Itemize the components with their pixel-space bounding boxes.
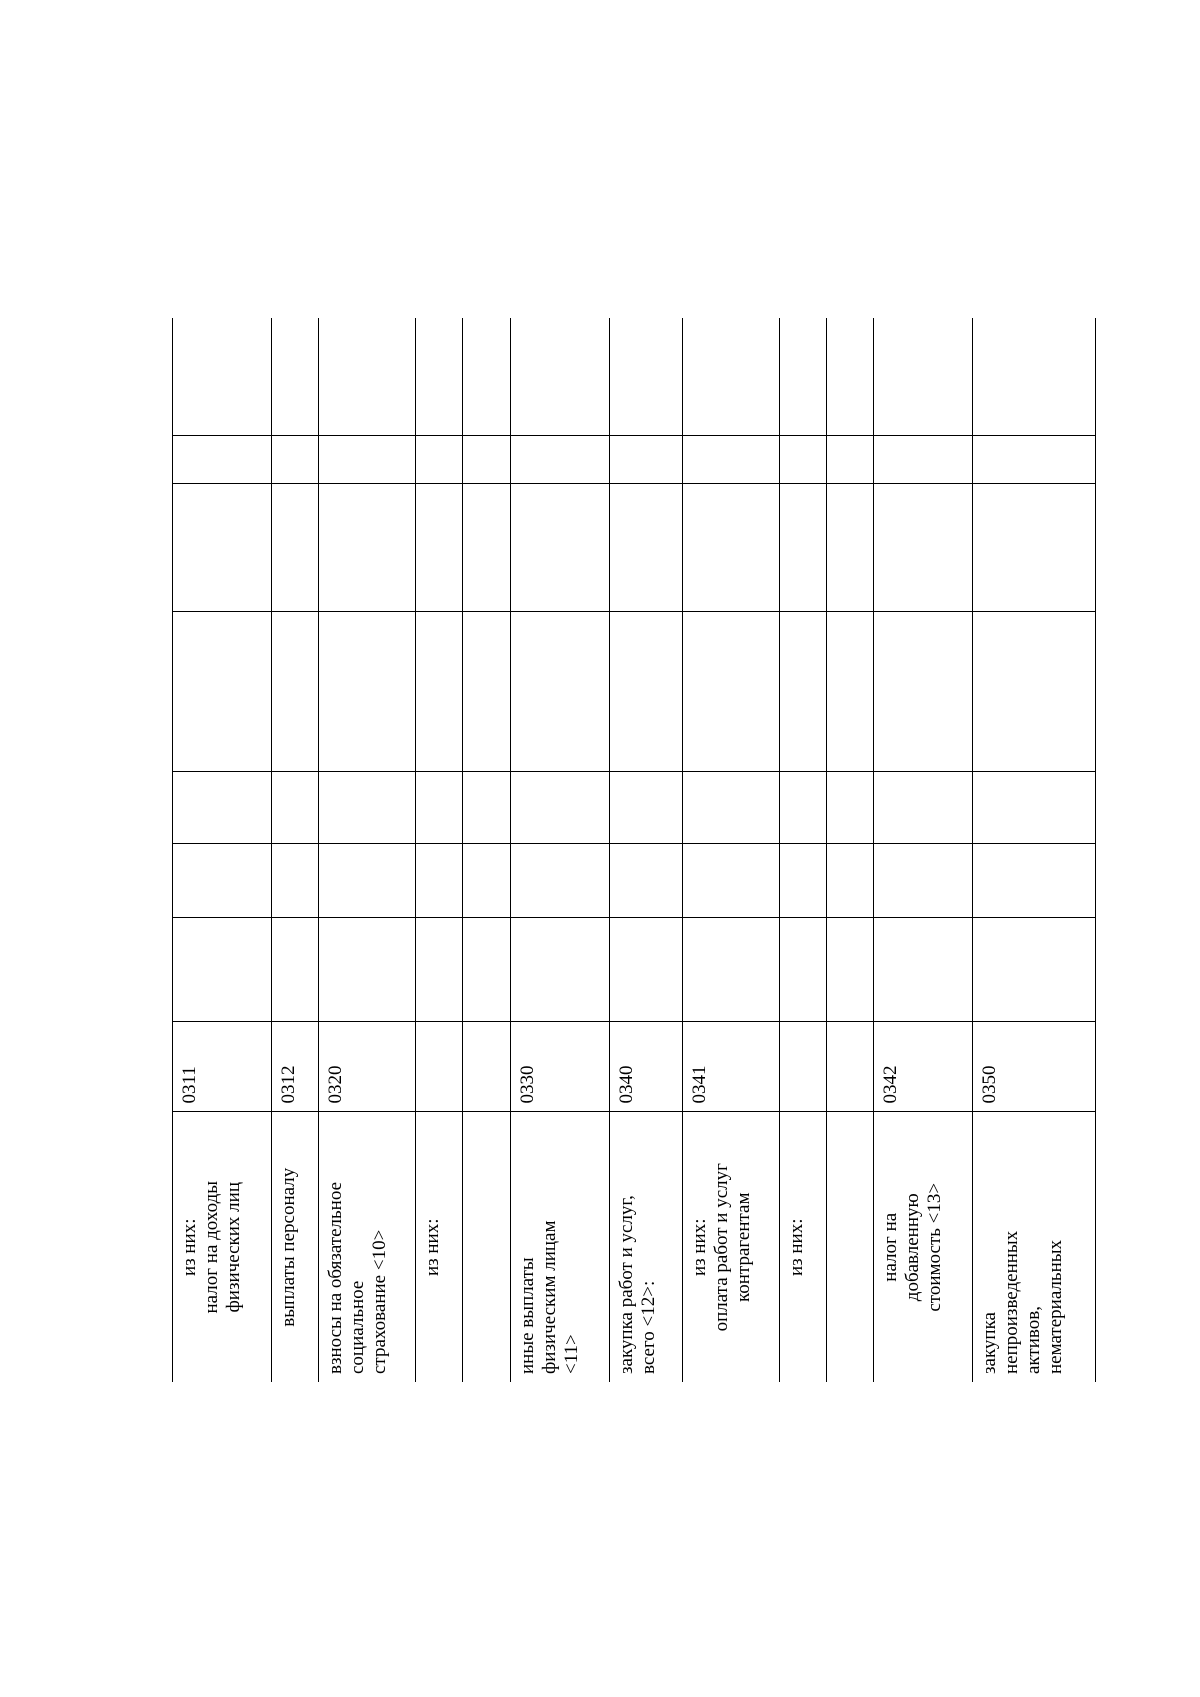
row-name-line: нематериальных — [1045, 1239, 1067, 1374]
value-cell — [271, 612, 318, 772]
value-cell — [682, 318, 779, 436]
value-cell — [779, 436, 826, 484]
row-name-line: добавленную — [902, 1193, 924, 1302]
value-cell — [609, 436, 682, 484]
value-cell — [874, 436, 973, 484]
value-cell — [874, 612, 973, 772]
value-cell — [682, 612, 779, 772]
value-cell — [827, 484, 874, 612]
value-cell — [319, 484, 416, 612]
value-cell — [416, 844, 463, 918]
row-code-cell: 0340 — [609, 1022, 682, 1112]
value-cell — [319, 844, 416, 918]
value-cell — [463, 436, 510, 484]
row-name-line: социальное — [347, 1280, 369, 1374]
table-row — [271, 318, 318, 1382]
value-cell — [271, 484, 318, 612]
value-cell — [973, 918, 1096, 1022]
value-cell — [416, 612, 463, 772]
value-cell — [463, 484, 510, 612]
row-name-line: закупка работ и услуг, — [615, 1195, 637, 1374]
value-cell — [779, 844, 826, 918]
row-name-cell — [779, 1112, 826, 1382]
value-cell — [463, 612, 510, 772]
rotated-form-page — [172, 318, 1096, 1382]
value-cell — [779, 318, 826, 436]
value-cell — [416, 484, 463, 612]
value-cell — [463, 844, 510, 918]
row-name-line: контрагентам — [732, 1192, 754, 1303]
value-cell — [609, 484, 682, 612]
row-code-cell: 0341 — [682, 1022, 779, 1112]
value-cell — [319, 318, 416, 436]
value-cell — [682, 436, 779, 484]
row-name-line: страхование <10> — [369, 1229, 391, 1374]
value-cell — [609, 918, 682, 1022]
value-cell — [271, 318, 318, 436]
value-cell — [271, 436, 318, 484]
row-code-cell: 0330 — [510, 1022, 609, 1112]
value-cell — [173, 844, 272, 918]
value-cell — [682, 484, 779, 612]
value-cell — [510, 484, 609, 612]
row-code-cell: 0350 — [973, 1022, 1096, 1112]
value-cell — [271, 772, 318, 844]
value-cell — [510, 436, 609, 484]
row-name-line: из них: — [179, 1218, 200, 1277]
value-cell — [682, 844, 779, 918]
value-cell — [173, 436, 272, 484]
value-cell — [271, 844, 318, 918]
value-cell — [827, 844, 874, 918]
table-row — [173, 318, 272, 1382]
value-cell — [319, 772, 416, 844]
row-name-line: активов, — [1023, 1306, 1045, 1374]
row-name-cell — [463, 1112, 510, 1382]
value-cell — [416, 772, 463, 844]
row-name-line: физическим лицам — [538, 1220, 560, 1374]
value-cell — [173, 612, 272, 772]
value-cell — [510, 918, 609, 1022]
row-name-cell — [973, 1112, 1096, 1382]
value-cell — [827, 918, 874, 1022]
row-code-cell — [827, 1022, 874, 1112]
value-cell — [463, 918, 510, 1022]
value-cell — [827, 436, 874, 484]
value-cell — [874, 844, 973, 918]
value-cell — [874, 918, 973, 1022]
row-name-cell — [319, 1112, 416, 1382]
value-cell — [874, 318, 973, 436]
row-name-line: выплаты персоналу — [277, 1167, 299, 1327]
value-cell — [463, 772, 510, 844]
table-row — [510, 318, 609, 1382]
value-cell — [682, 918, 779, 1022]
value-cell — [827, 612, 874, 772]
row-name-cell — [416, 1112, 463, 1382]
value-cell — [973, 772, 1096, 844]
value-cell — [779, 918, 826, 1022]
row-code-cell — [463, 1022, 510, 1112]
row-code-cell: 0342 — [874, 1022, 973, 1112]
row-name-cell — [271, 1112, 318, 1382]
value-cell — [682, 772, 779, 844]
row-code-cell — [779, 1022, 826, 1112]
table-row — [682, 318, 779, 1382]
row-name-cell — [173, 1112, 272, 1382]
row-name-line: стоимость <13> — [924, 1182, 946, 1312]
report-table — [172, 318, 1096, 1382]
value-cell — [319, 436, 416, 484]
row-code-cell — [416, 1022, 463, 1112]
row-name-line: из них: — [688, 1218, 710, 1277]
row-name-line: взносы на обязательное — [325, 1181, 347, 1374]
value-cell — [510, 318, 609, 436]
row-name-line: всего <12>: — [637, 1280, 659, 1374]
value-cell — [173, 484, 272, 612]
value-cell — [973, 436, 1096, 484]
value-cell — [510, 844, 609, 918]
value-cell — [416, 436, 463, 484]
row-name-line: из них: — [422, 1218, 444, 1277]
table-row — [416, 318, 463, 1382]
row-name-line: из них: — [785, 1218, 807, 1277]
table-row — [874, 318, 973, 1382]
value-cell — [319, 918, 416, 1022]
table-row — [779, 318, 826, 1382]
value-cell — [779, 772, 826, 844]
value-cell — [173, 318, 272, 436]
table-row — [973, 318, 1096, 1382]
table-row — [609, 318, 682, 1382]
row-name-line: иные выплаты — [516, 1257, 538, 1374]
row-name-line: непроизведенных — [1001, 1230, 1023, 1374]
value-cell — [173, 918, 272, 1022]
value-cell — [173, 772, 272, 844]
value-cell — [463, 318, 510, 436]
row-name-line: налог на доходы — [201, 1181, 222, 1314]
value-cell — [827, 772, 874, 844]
value-cell — [609, 318, 682, 436]
value-cell — [416, 918, 463, 1022]
table-row — [319, 318, 416, 1382]
value-cell — [510, 772, 609, 844]
value-cell — [271, 918, 318, 1022]
row-name-cell — [827, 1112, 874, 1382]
value-cell — [779, 612, 826, 772]
value-cell — [973, 484, 1096, 612]
row-name-cell — [609, 1112, 682, 1382]
value-cell — [973, 318, 1096, 436]
row-name-line: физических лиц — [223, 1182, 244, 1313]
row-name-cell — [874, 1112, 973, 1382]
row-name-line: закупка — [979, 1312, 1001, 1374]
value-cell — [416, 318, 463, 436]
value-cell — [319, 612, 416, 772]
value-cell — [510, 612, 609, 772]
row-code-cell: 0320 — [319, 1022, 416, 1112]
row-code-cell: 0311 — [173, 1022, 272, 1112]
table-body — [173, 318, 1096, 1382]
row-name-line: <11> — [560, 1334, 582, 1374]
row-name-cell — [510, 1112, 609, 1382]
value-cell — [827, 318, 874, 436]
value-cell — [973, 612, 1096, 772]
row-code-cell: 0312 — [271, 1022, 318, 1112]
value-cell — [609, 772, 682, 844]
row-name-line: оплата работ и услуг — [710, 1163, 732, 1332]
value-cell — [874, 772, 973, 844]
value-cell — [609, 844, 682, 918]
row-name-line: налог на — [880, 1212, 902, 1282]
row-name-cell — [682, 1112, 779, 1382]
value-cell — [973, 844, 1096, 918]
value-cell — [779, 484, 826, 612]
value-cell — [874, 484, 973, 612]
value-cell — [609, 612, 682, 772]
table-row — [463, 318, 510, 1382]
table-row — [827, 318, 874, 1382]
